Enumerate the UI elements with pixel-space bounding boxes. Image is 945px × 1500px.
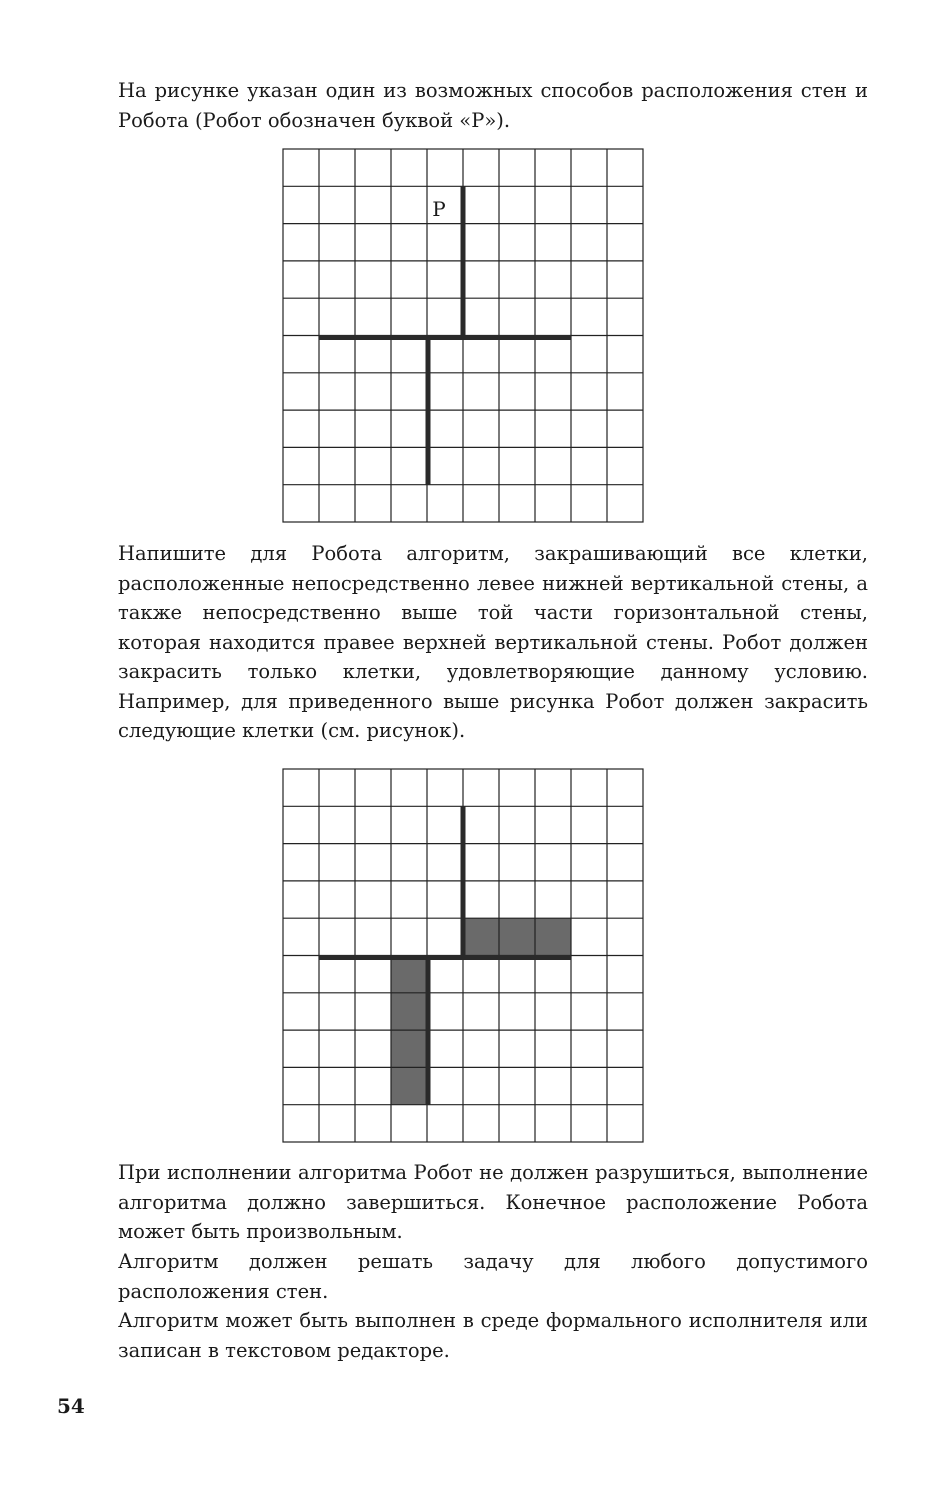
shaded-cell-above-wall xyxy=(499,918,535,955)
shaded-cell-above-wall xyxy=(463,918,499,955)
page-number: 54 xyxy=(57,1394,85,1418)
task-paragraph: Напишите для Робота алгоритм, закрашивающий все клетки, расположенные непосредственно левее нижней вертикальной стены, а также непосредственно выше той части горизонтальной стены, которая находится правее верхней вертикальной стены. Робот должен закрасить только клетки, удовлетворяющие данному условию. Например, для приведенного выше рисунка Робот должен закрасить следующие клетки (см. рисунок). xyxy=(118,542,868,742)
shaded-cell-above-wall xyxy=(535,918,571,955)
conditions-paragraph-2: Алгоритм должен решать задачу для любого допустимого расположения стен. xyxy=(118,1250,868,1303)
figure-robot-field xyxy=(282,148,644,523)
shaded-cell-left-of-wall xyxy=(391,956,427,993)
robot-marker: Р xyxy=(432,197,446,221)
shaded-cell-left-of-wall xyxy=(391,993,427,1030)
intro-paragraph: На рисунке указан один из возможных способов расположения стен и Робота (Робот обозначен буквой «Р»). xyxy=(118,79,868,132)
shaded-cell-left-of-wall xyxy=(391,1030,427,1067)
conditions-paragraph-3: Алгоритм может быть выполнен в среде формального исполнителя или записан в текстовом редакторе. xyxy=(118,1309,868,1362)
conditions-paragraph-1: При исполнении алгоритма Робот не должен разрушиться, выполнение алгоритма должно завершиться. Конечное расположение Робота может быть произвольным. xyxy=(118,1161,868,1243)
shaded-cell-left-of-wall xyxy=(391,1067,427,1104)
figure-shaded-solution xyxy=(282,768,644,1143)
